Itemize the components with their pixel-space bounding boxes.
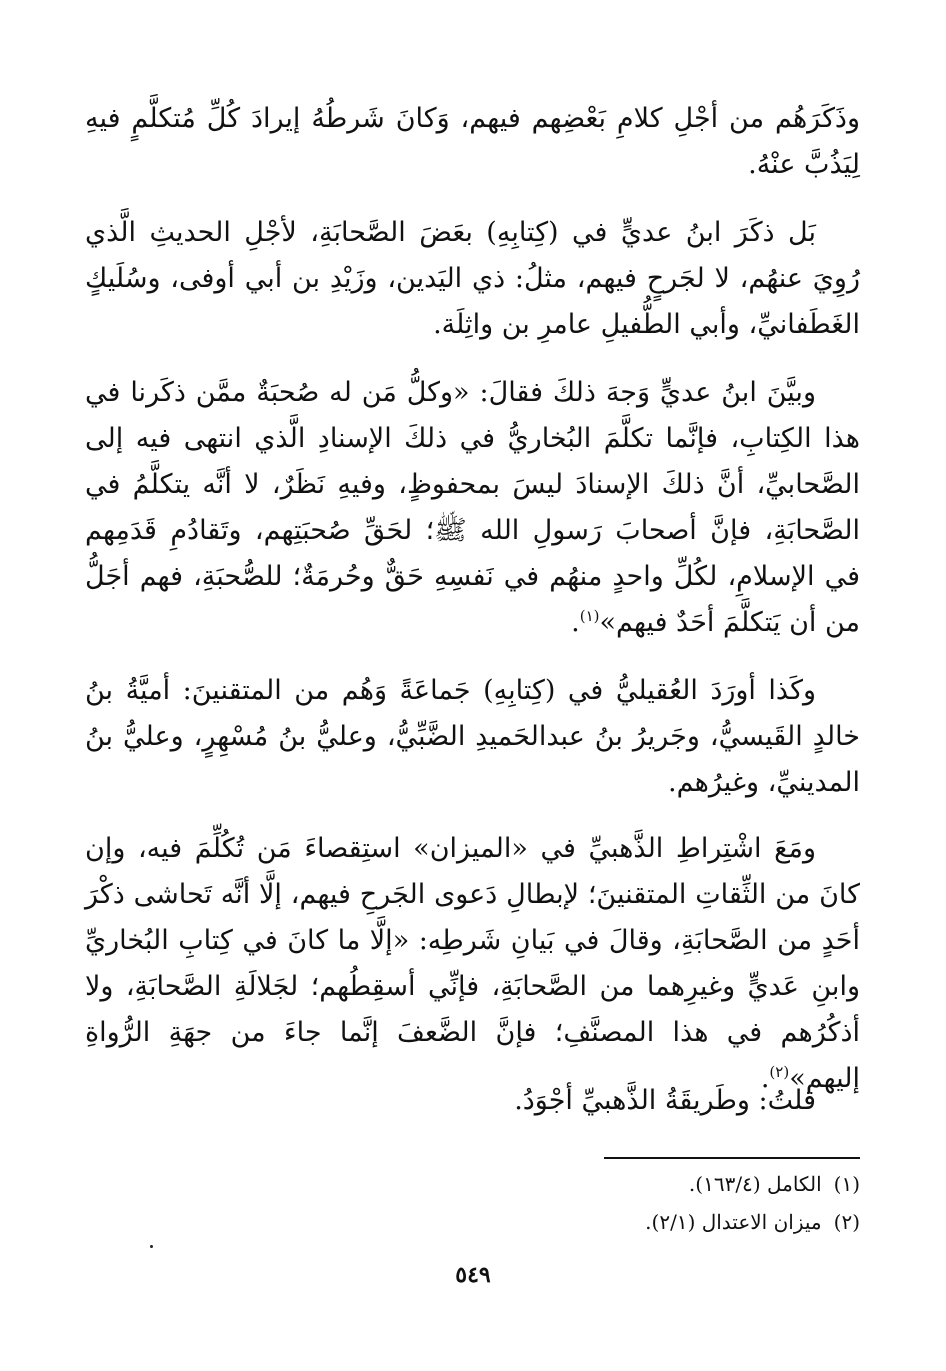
paragraph-4 — [85, 668, 860, 806]
sentence-end: . — [760, 1063, 770, 1094]
footnote-text: الكامل (١٦٣/٤). — [688, 1172, 822, 1196]
footnote-number: (٢) — [833, 1210, 860, 1234]
quote-text: وبيَّنَ ابنُ عديٍّ وَجهَ ذلكَ فقالَ: «وكلُّ مَن له صُحبَةٌ ممَّن ذكَرنا في هذا الكِتابِ، فإنَّما تكلَّمَ البُخاريُّ في ذلكَ الإسنادِ الَّذي انتهى فيه إلى الصَّحابيِّ، أنَّ ذلكَ الإسنادَ ليسَ بمحفوظٍ، وفيهِ نَظَرٌ، لا أنَّه يتكلَّمُ في الصَّحابَةِ، فإنَّ أصحابَ رَسولِ الله ﷺ؛ لحَقِّ صُحبَتِهم، وتَقادُمِ قَدَمِهم في الإسلامِ، لكُلِّ واحدٍ منهُم في نَفسِهِ حَقٌّ وحُرمَةٌ؛ للصُّحبَةِ، فهم أجَلُّ من أن يَتكلَّمَ أحَدٌ فيهم» — [85, 377, 860, 638]
footnote-ref: (٢) — [769, 1063, 790, 1081]
paragraph-text: قلتُ: وطَريقَةُ الذَّهبيِّ أجْوَدُ. — [514, 1085, 816, 1116]
footnote-2 — [85, 1208, 860, 1236]
quote-text: ومَعَ اشْتِراطِ الذَّهبيِّ في «الميزان» استِقصاءَ مَن تُكُلِّمَ فيه، وإن كانَ من الثِّقاتِ المتقنينَ؛ لإبطالِ دَعوى الجَرحِ فيهم، إلَّا أنَّه تَحاشى ذكْرَ أحَدٍ من الصَّحابَةِ، وقالَ في بَيانِ شَرطِه: «إلَّا ما كانَ في كِتابِ البُخاريِّ وابنِ عَديٍّ وغيرِهما من الصَّحابَةِ، فإنِّي أسقِطُهم؛ لجَلالَةِ الصَّحابَةِ، ولا أذكُرُهم في هذا المصنَّفِ؛ فإنَّ الضَّعفَ إنَّما جاءَ من جهَةِ الرُّواةِ إليهم» — [85, 833, 860, 1094]
paragraph-2 — [85, 210, 860, 348]
paragraph-3 — [85, 370, 860, 646]
paragraph-6 — [85, 1078, 860, 1124]
footnote-divider — [604, 1157, 860, 1159]
scan-speck — [150, 1245, 153, 1248]
footnote-number: (١) — [833, 1172, 860, 1196]
paragraph-text: وكَذا أورَدَ العُقيليُّ في (كِتابِهِ) جَماعَةً وَهُم من المتقنينَ: أميَّةُ بنُ خالدٍ القَيسيُّ، وجَريرُ بنُ عبدالحَميدِ الضَّبِّيُّ، وعليُّ بنُ مُسْهِرٍ، وعليُّ بنُ المدينيِّ، وغيرُهم. — [85, 675, 860, 798]
paragraph-1 — [85, 96, 860, 188]
paragraph-text — [85, 826, 860, 1102]
page-number: ٥٤٩ — [455, 1262, 491, 1288]
paragraph-text: وذَكَرَهُم من أجْلِ كلامِ بَعْضِهم فيهم، وَكانَ شَرطُهُ إيرادَ كُلِّ مُتكلَّمٍ فيهِ لِيَذُبَّ عنْهُ. — [85, 103, 860, 180]
footnote-text: ميزان الاعتدال (٢/١). — [645, 1210, 822, 1234]
paragraph-text — [85, 370, 860, 646]
sentence-end: . — [571, 607, 580, 638]
footnote-ref: (١) — [579, 607, 600, 625]
paragraph-5 — [85, 826, 860, 1102]
footnote-1 — [85, 1170, 860, 1198]
paragraph-text: بَل ذكَرَ ابنُ عديٍّ في (كِتابِهِ) بعَضَ الصَّحابَةِ، لأجْلِ الحديثِ الَّذي رُوِيَ عنهُم، لا لجَرحٍ فيهم، مثلُ: ذي اليَدين، وزَيْدِ بن أبي أوفى، وسُلَيكٍ الغَطَفانيِّ، وأبي الطُّفيلِ عامرِ بن واثِلَة. — [85, 217, 860, 340]
